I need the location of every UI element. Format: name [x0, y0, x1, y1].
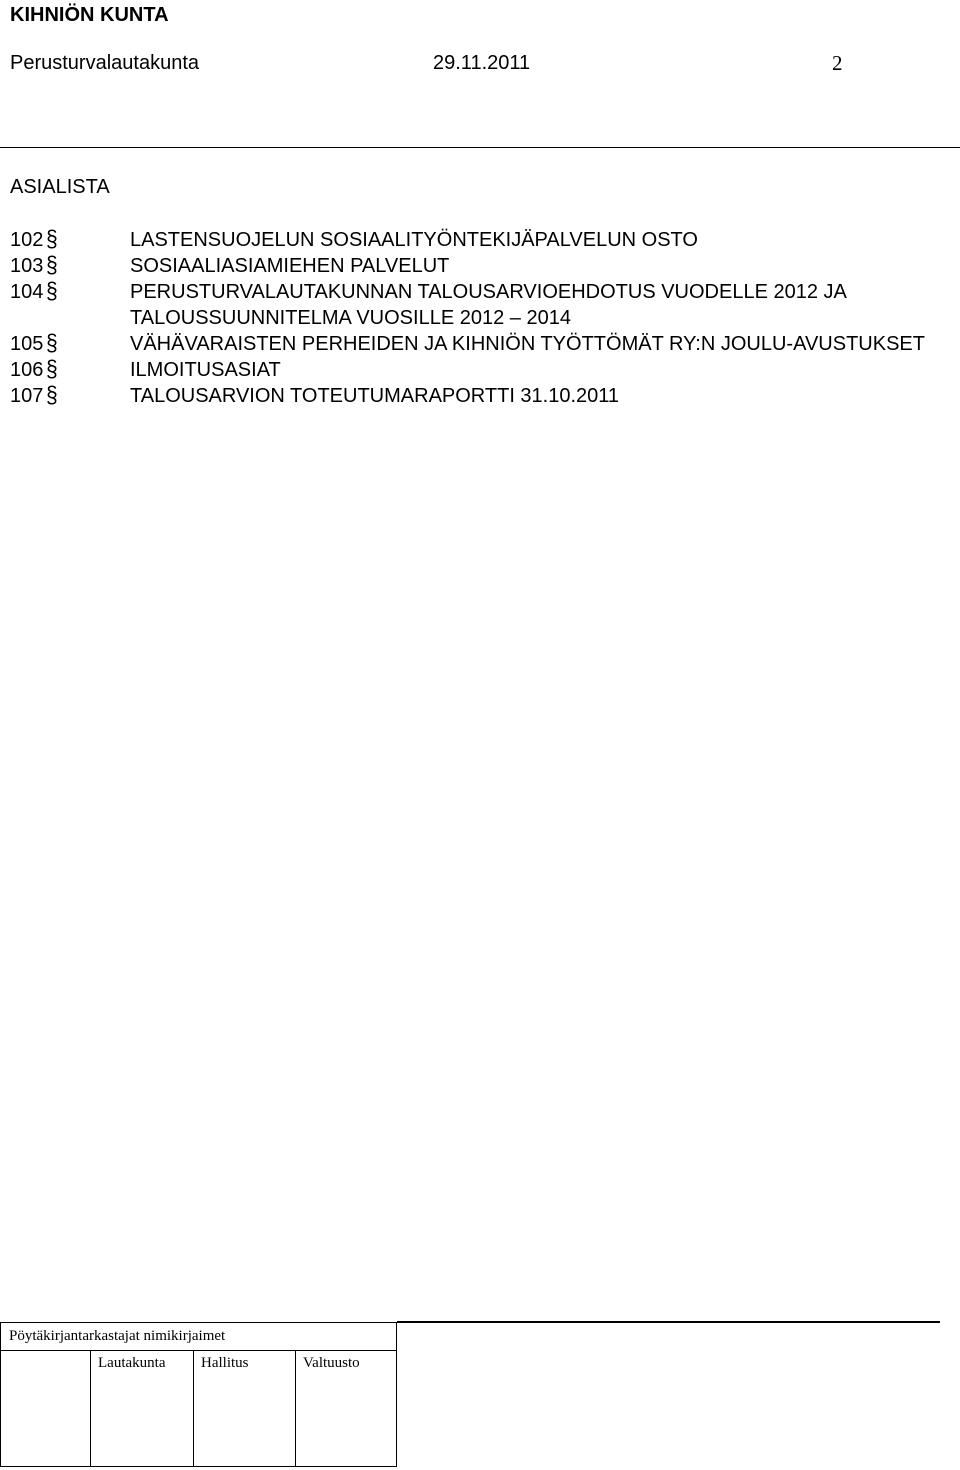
agenda-item-title: TALOUSARVION TOTEUTUMARAPORTTI 31.10.2011	[130, 385, 620, 407]
agenda-item-number: 104	[10, 281, 44, 303]
paragraph-icon: §	[46, 330, 58, 356]
agenda-item-title: LASTENSUOJELUN SOSIAALITYÖNTEKIJÄPALVELUN OSTO	[130, 229, 698, 251]
agenda-item-number: 102	[10, 229, 44, 251]
agenda-item-number: 105	[10, 333, 44, 355]
initials-caption: Pöytäkirjantarkastajat nimikirjaimet	[9, 1328, 226, 1344]
agenda-item-title: ILMOITUSASIAT	[130, 359, 281, 381]
agenda-item-number: 103	[10, 255, 44, 277]
paragraph-icon: §	[46, 356, 58, 382]
paragraph-icon: §	[46, 252, 58, 278]
paragraph-icon: §	[46, 278, 58, 304]
page-number: 2	[832, 51, 843, 75]
initials-column-lautakunta: Lautakunta	[98, 1355, 166, 1371]
initials-divider	[1, 1350, 396, 1351]
initials-column-hallitus: Hallitus	[201, 1355, 249, 1371]
agenda-title: ASIALISTA	[10, 176, 110, 198]
column-divider	[193, 1350, 194, 1467]
paragraph-icon: §	[46, 226, 58, 252]
agenda-item-107	[10, 383, 955, 409]
meeting-date: 29.11.2011	[433, 52, 531, 74]
footer-rule	[397, 1321, 940, 1323]
agenda-item-title: SOSIAALIASIAMIEHEN PALVELUT	[130, 255, 450, 277]
column-divider	[295, 1350, 296, 1467]
agenda-item-number: 106	[10, 359, 44, 381]
initials-box	[0, 1322, 397, 1467]
column-divider	[90, 1350, 91, 1467]
agenda-item-title: VÄHÄVARAISTEN PERHEIDEN JA KIHNIÖN TYÖTTÖMÄT RY:N JOULU-AVUSTUKSET	[130, 333, 925, 355]
organization-name: KIHNIÖN KUNTA	[10, 4, 169, 26]
header-rule	[0, 147, 960, 148]
agenda-item-105	[10, 331, 955, 357]
agenda-list	[10, 227, 955, 409]
initials-column-valtuusto: Valtuusto	[303, 1355, 360, 1371]
agenda-item-102	[10, 227, 955, 253]
paragraph-icon: §	[46, 382, 58, 408]
board-name: Perusturvalautakunta	[10, 52, 200, 74]
agenda-item-title: PERUSTURVALAUTAKUNNAN TALOUSARVIOEHDOTUS VUODELLE 2012 JA TALOUSSUUNNITELMA VUOSILLE 2012 – 2014	[130, 281, 846, 329]
agenda-item-106	[10, 357, 955, 383]
agenda-item-103	[10, 253, 955, 279]
agenda-item-104	[10, 279, 955, 331]
agenda-item-number: 107	[10, 385, 44, 407]
